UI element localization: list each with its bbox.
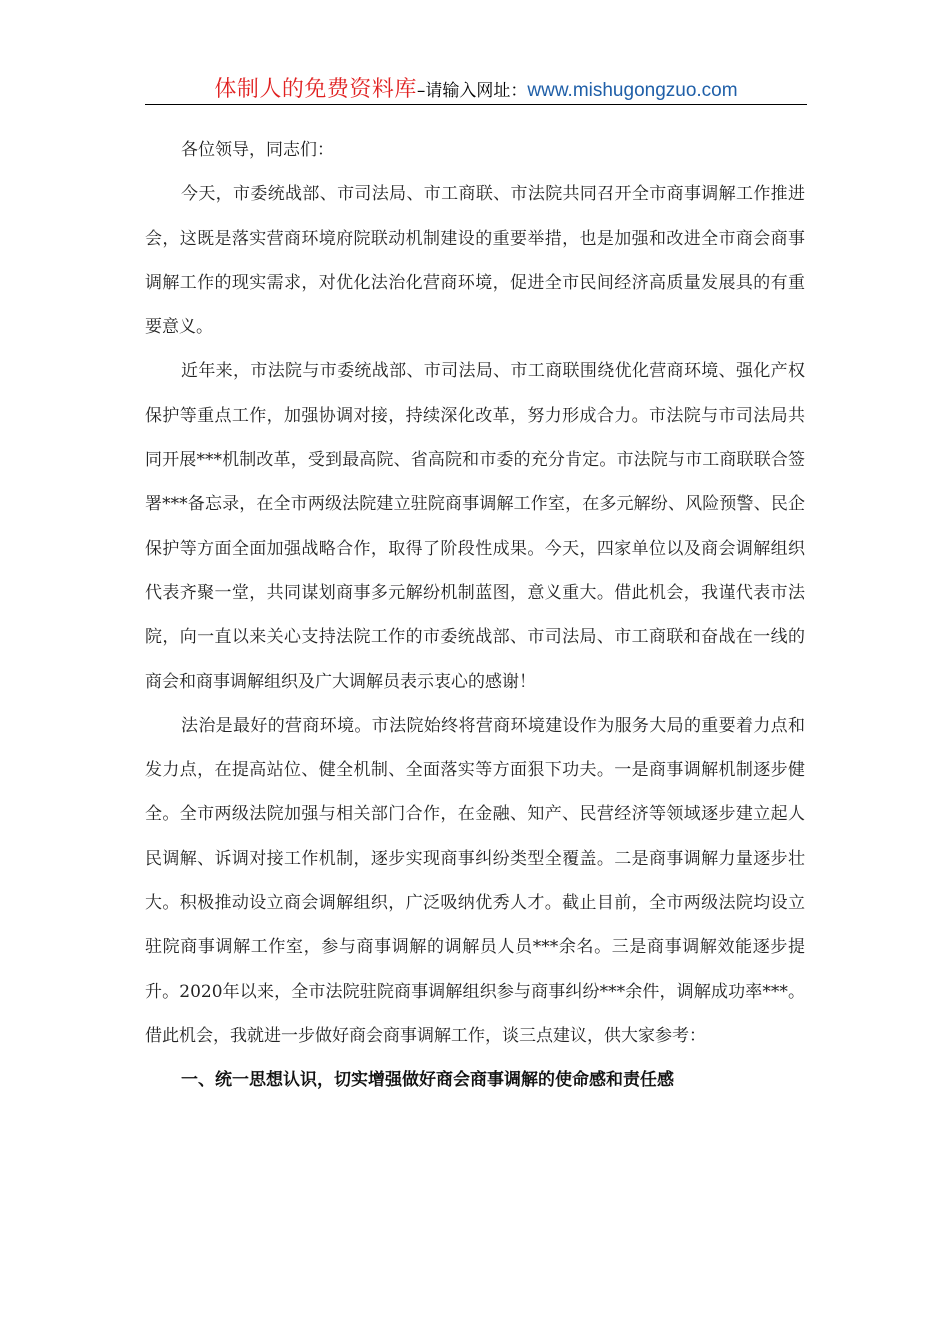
document-body: [145, 128, 805, 1103]
paragraph-intro: 今天，市委统战部、市司法局、市工商联、市法院共同召开全市商事调解工作推进会，这既是落实营商环境府院联动机制建设的重要举措，也是加强和改进全市商会商事调解工作的现实需求，对优化法治化营商环境，促进全市民间经济高质量发展具的有重要意义。: [145, 184, 805, 338]
paragraph-achievements: 法治是最好的营商环境。市法院始终将营商环境建设作为服务大局的重要着力点和发力点，在提高站位、健全机制、全面落实等方面狠下功夫。一是商事调解机制逐步健全。全市两级法院加强与相关部门合作，在金融、知产、民营经济等领域逐步建立起人民调解、诉调对接工作机制，逐步实现商事纠纷类型全覆盖。二是商事调解力量逐步壮大。积极推动设立商会调解组织，广泛吸纳优秀人才。截止目前，全市两级法院均设立驻院商事调解工作室，参与商事调解的调解员人员***余名。三是商事调解效能逐步提升。2020年以来，全市法院驻院商事调解组织参与商事纠纷***余件，调解成功率***。借此机会，我就进一步做好商会商事调解工作，谈三点建议，供大家参考：: [145, 715, 805, 1046]
brand-title: 体制人的免费资料库: [214, 77, 417, 102]
paragraph-cooperation: 近年来，市法院与市委统战部、市司法局、市工商联围绕优化营商环境、强化产权保护等重点工作，加强协调对接，持续深化改革，努力形成合力。市法院与市司法局共同开展***机制改革，受到最高院、省高院和市委的充分肯定。市法院与市工商联联合签署***备忘录，在全市两级法院建立驻院商事调解工作室，在多元解纷、风险预警、民企保护等方面全面加强战略合作，取得了阶段性成果。今天，四家单位以及商会调解组织代表齐聚一堂，共同谋划商事多元解纷机制蓝图，意义重大。借此机会，我谨代表市法院，向一直以来关心支持法院工作的市委统战部、市司法局、市工商联和奋战在一线的商会和商事调解组织及广大调解员表示衷心的感谢！: [145, 361, 805, 692]
salutation: 各位领导，同志们：: [181, 140, 334, 160]
section-heading: 一、统一思想认识，切实增强做好商会商事调解的使命感和责任感: [181, 1070, 674, 1091]
website-link[interactable]: www.mishugongzuo.com: [527, 80, 738, 101]
url-hint: –请输入网址：: [416, 81, 528, 101]
page-header: [145, 72, 807, 105]
